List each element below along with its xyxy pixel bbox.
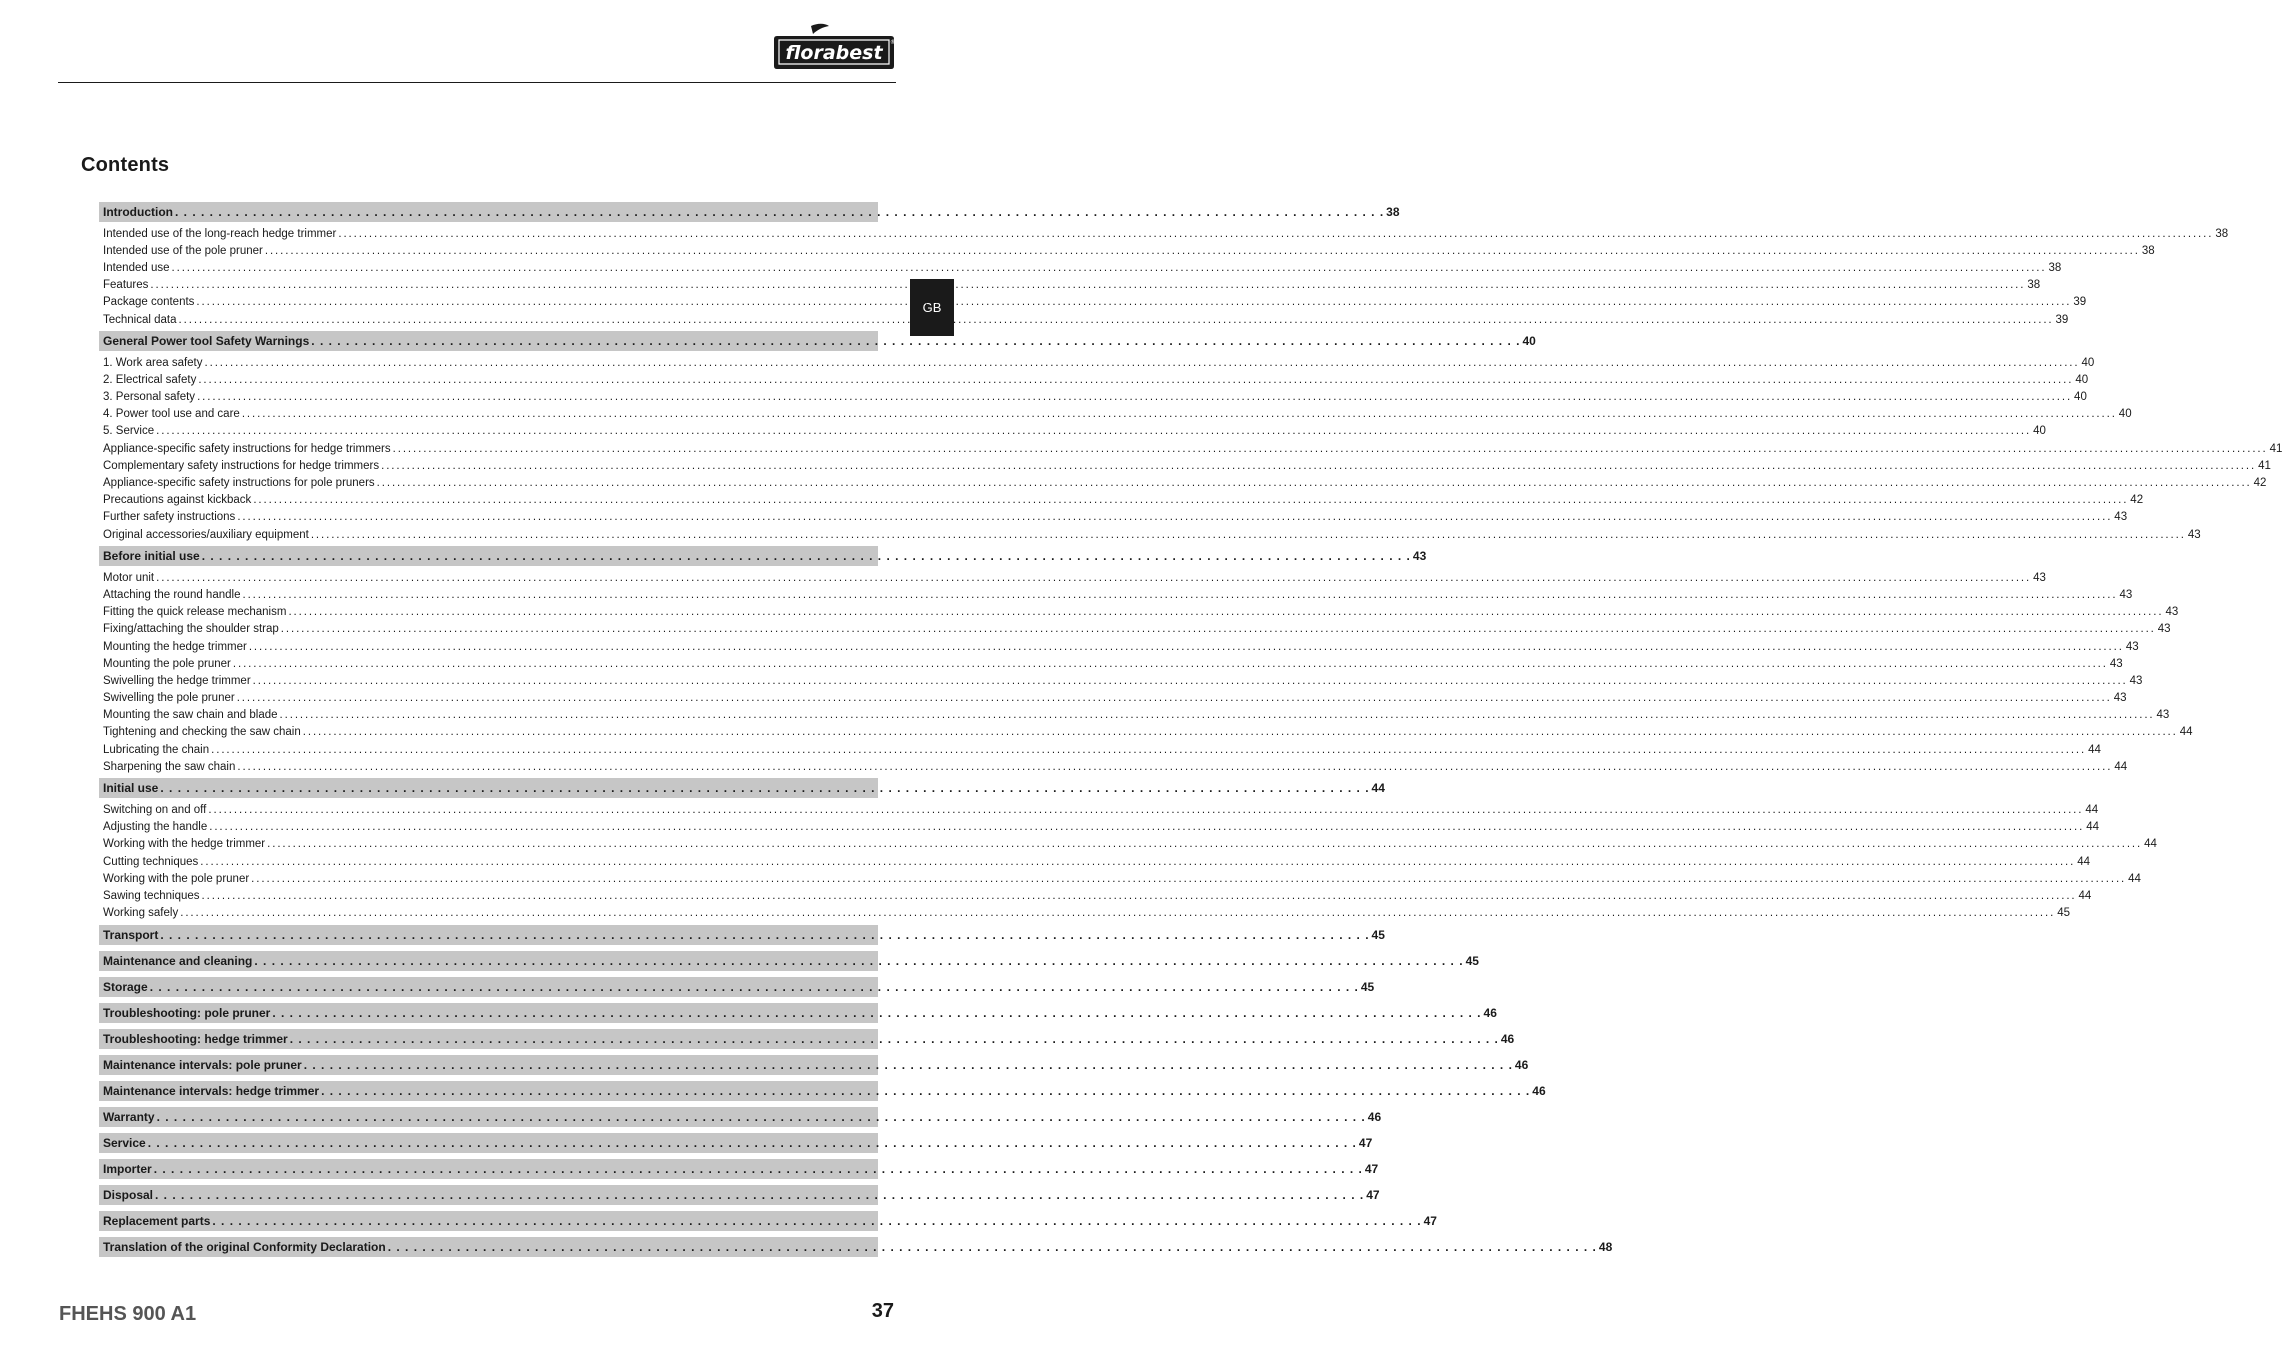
toc-entry-page: 43 bbox=[2156, 709, 2170, 722]
toc-leader bbox=[272, 1006, 1481, 1020]
toc-section bbox=[99, 1029, 1515, 1049]
toc-section-page: 47 bbox=[1364, 1161, 1379, 1176]
toc-entry bbox=[99, 371, 2089, 388]
toc-leader bbox=[233, 658, 2108, 670]
toc-leader bbox=[150, 279, 2025, 291]
toc-section-title: Initial use bbox=[103, 781, 159, 796]
toc-section bbox=[99, 1211, 1437, 1231]
toc-entry-page: 40 bbox=[2118, 408, 2132, 421]
toc-entry bbox=[99, 423, 2046, 440]
toc-section-title: Troubleshooting: hedge trimmer bbox=[103, 1031, 288, 1046]
toc-entry bbox=[99, 672, 2143, 689]
toc-leader bbox=[150, 980, 1359, 994]
toc-section-page: 40 bbox=[1522, 334, 1536, 349]
toc-leader bbox=[202, 890, 2077, 902]
toc-entry-title: Complementary safety instructions for hedge trimmers bbox=[103, 459, 380, 472]
toc-section-page: 46 bbox=[1367, 1109, 1382, 1124]
toc-entry bbox=[99, 277, 2041, 294]
toc-entry-page: 44 bbox=[2086, 821, 2099, 834]
toc-entry-title: Intended use of the long-reach hedge trimmer bbox=[103, 227, 337, 240]
toc-entry-title: Intended use bbox=[103, 261, 170, 274]
toc-entry-title: Appliance-specific safety instructions for pole pruners bbox=[103, 477, 375, 490]
toc-entry-page: 45 bbox=[2057, 907, 2070, 920]
toc-leader bbox=[311, 529, 2186, 541]
toc-entry-page: 44 bbox=[2078, 889, 2092, 902]
toc-section-title: Before initial use bbox=[103, 549, 200, 564]
toc-section-page: 46 bbox=[1500, 1031, 1515, 1046]
toc-entry bbox=[99, 853, 2091, 870]
toc-leader bbox=[303, 726, 2178, 738]
toc-leader bbox=[196, 296, 2071, 308]
toc-entry-page: 40 bbox=[2033, 425, 2046, 438]
toc-entry bbox=[99, 741, 2101, 758]
toc-entry-title: Mounting the saw chain and blade bbox=[103, 709, 278, 722]
toc-section-page: 47 bbox=[1366, 1187, 1380, 1202]
toc-section-page: 44 bbox=[1371, 781, 1385, 796]
toc-leader bbox=[157, 1110, 1366, 1124]
toc-section-page: 45 bbox=[1371, 927, 1385, 942]
toc-entry bbox=[99, 870, 2141, 887]
toc-entry bbox=[99, 819, 2099, 836]
toc-entry bbox=[99, 801, 2099, 818]
toc-entry bbox=[99, 604, 2179, 621]
toc-leader bbox=[156, 572, 2031, 584]
toc-leader bbox=[202, 549, 1411, 563]
toc-leader bbox=[155, 1188, 1364, 1202]
toc-entry bbox=[99, 655, 2123, 672]
toc-entry bbox=[99, 354, 2095, 371]
toc-entry bbox=[99, 526, 2201, 543]
toc-entry bbox=[99, 887, 2092, 904]
toc-section-page: 45 bbox=[1465, 953, 1479, 968]
toc-section-title: Maintenance and cleaning bbox=[103, 953, 253, 968]
toc-entry bbox=[99, 638, 2139, 655]
toc-leader bbox=[242, 589, 2117, 601]
toc-entry bbox=[99, 586, 2133, 603]
toc-leader bbox=[388, 1240, 1597, 1254]
toc-entry bbox=[99, 724, 2193, 741]
toc-leader bbox=[393, 443, 2268, 455]
toc-entry bbox=[99, 389, 2087, 406]
toc-entry bbox=[99, 311, 2069, 328]
toc-section-page: 48 bbox=[1598, 1239, 1613, 1254]
toc-entry bbox=[99, 225, 2229, 242]
language-tab: GB bbox=[910, 279, 954, 336]
toc-section-title: Translation of the original Conformity Declaration bbox=[103, 1239, 386, 1254]
toc-entry-title: Package contents bbox=[103, 296, 195, 309]
toc-entry-title: 1. Work area safety bbox=[103, 356, 203, 369]
toc-entry bbox=[99, 758, 2128, 775]
toc-leader bbox=[254, 954, 1463, 968]
toc-leader bbox=[338, 228, 2213, 240]
toc-section bbox=[99, 1185, 1380, 1205]
toc-leader bbox=[208, 804, 2083, 816]
toc-entry-title: Swivelling the pole pruner bbox=[103, 692, 235, 705]
toc-section bbox=[99, 778, 1385, 798]
toc-leader bbox=[198, 374, 2073, 386]
toc-section-title: Transport bbox=[103, 927, 159, 942]
toc-leader bbox=[281, 623, 2156, 635]
page-title: Contents bbox=[81, 154, 170, 176]
toc-entry-page: 44 bbox=[2077, 855, 2091, 868]
toc-section bbox=[99, 951, 1479, 971]
toc-section-title: Introduction bbox=[103, 205, 173, 219]
toc-entry-title: Working safely bbox=[103, 907, 179, 920]
toc-entry-page: 39 bbox=[2055, 313, 2069, 326]
toc-section-title: General Power tool Safety Warnings bbox=[103, 334, 310, 349]
toc-entry bbox=[99, 242, 2155, 259]
toc-section-title: Disposal bbox=[103, 1187, 154, 1202]
page-number: 37 bbox=[871, 1300, 894, 1322]
toc-entry-title: Features bbox=[103, 279, 149, 292]
toc-entry-title: Tightening and checking the saw chain bbox=[103, 726, 301, 739]
toc-leader bbox=[267, 838, 2142, 850]
toc-entry-title: Mounting the hedge trimmer bbox=[103, 640, 247, 653]
toc-entry-title: Sharpening the saw chain bbox=[103, 760, 236, 773]
toc-entry-page: 43 bbox=[2113, 692, 2127, 705]
toc-subsection-list bbox=[99, 351, 2282, 544]
toc-section-title: Importer bbox=[103, 1161, 152, 1176]
toc-leader bbox=[200, 856, 2075, 868]
toc-entry-page: 44 bbox=[2144, 838, 2157, 851]
toc-entry bbox=[99, 474, 2267, 491]
toc-leader bbox=[209, 821, 2084, 833]
toc-entry-title: Switching on and off bbox=[103, 804, 207, 817]
toc-entry-page: 41 bbox=[2258, 459, 2271, 472]
model-number: FHEHS 900 A1 bbox=[59, 1303, 197, 1325]
toc-entry-page: 43 bbox=[2109, 657, 2123, 670]
toc-entry-page: 38 bbox=[2048, 261, 2062, 274]
toc-section bbox=[99, 331, 1536, 351]
toc-section bbox=[99, 1081, 1546, 1101]
toc-entry-title: Swivelling the hedge trimmer bbox=[103, 674, 251, 687]
toc-entry-page: 43 bbox=[2129, 674, 2143, 687]
toc-leader bbox=[249, 641, 2124, 653]
toc-entry-page: 43 bbox=[2187, 528, 2201, 541]
toc-entry-page: 44 bbox=[2114, 760, 2128, 773]
toc-entry-page: 44 bbox=[2179, 726, 2193, 739]
toc-entry-title: Attaching the round handle bbox=[103, 588, 241, 601]
toc-entry-page: 42 bbox=[2130, 494, 2144, 507]
toc-leader bbox=[175, 205, 1384, 219]
toc-entry-title: Sawing techniques bbox=[103, 889, 200, 902]
toc-section-title: Replacement parts bbox=[103, 1213, 211, 1228]
toc-section bbox=[99, 1003, 1497, 1023]
toc-leader bbox=[311, 334, 1520, 348]
toc-leader bbox=[212, 1214, 1421, 1228]
toc-entry-title: Intended use of the pole pruner bbox=[103, 244, 263, 257]
toc-leader bbox=[172, 262, 2047, 274]
toc-leader bbox=[237, 761, 2112, 773]
toc-leader bbox=[290, 1032, 1499, 1046]
florabest-logo bbox=[773, 22, 895, 69]
toc-leader bbox=[377, 477, 2252, 489]
toc-leader bbox=[180, 907, 2055, 919]
toc-section bbox=[99, 1237, 1613, 1257]
toc-entry-page: 43 bbox=[2119, 588, 2133, 601]
toc-entry-page: 38 bbox=[2027, 279, 2041, 292]
toc-entry-page: 44 bbox=[2085, 804, 2099, 817]
header-rule bbox=[58, 82, 896, 83]
toc-leader bbox=[154, 1162, 1363, 1176]
toc-section-page: 43 bbox=[1412, 549, 1427, 564]
toc-entry-title: Appliance-specific safety instructions for hedge trimmers bbox=[103, 442, 391, 455]
toc-entry-page: 40 bbox=[2075, 373, 2089, 386]
toc-section-title: Maintenance intervals: pole pruner bbox=[103, 1057, 302, 1072]
toc-subsection-list bbox=[99, 798, 2157, 922]
toc-leader bbox=[253, 494, 2128, 506]
toc-leader bbox=[304, 1058, 1513, 1072]
toc-entry bbox=[99, 690, 2127, 707]
toc-entry-page: 43 bbox=[2033, 571, 2046, 584]
toc-entry-page: 43 bbox=[2125, 640, 2139, 653]
toc-entry-page: 38 bbox=[2215, 227, 2229, 240]
toc-entry-page: 42 bbox=[2253, 477, 2267, 490]
toc-section bbox=[99, 1159, 1379, 1179]
toc-leader bbox=[381, 460, 2256, 472]
toc-entry-title: Working with the hedge trimmer bbox=[103, 838, 266, 851]
toc-entry-title: Working with the pole pruner bbox=[103, 872, 250, 885]
toc-section-page: 46 bbox=[1532, 1083, 1546, 1098]
toc-leader bbox=[242, 408, 2117, 420]
toc-section bbox=[99, 1107, 1382, 1127]
toc-leader bbox=[205, 357, 2080, 369]
toc-subsection-list bbox=[99, 566, 2193, 776]
toc-section-title: Maintenance intervals: hedge trimmer bbox=[103, 1083, 320, 1098]
toc-section-title: Service bbox=[103, 1135, 146, 1150]
toc-leader bbox=[156, 425, 2031, 437]
toc-entry bbox=[99, 707, 2170, 724]
toc-section-title: Storage bbox=[103, 979, 148, 994]
toc-entry-title: Further safety instructions bbox=[103, 511, 236, 524]
toc-entry-page: 38 bbox=[2141, 244, 2155, 257]
toc-entry bbox=[99, 406, 2132, 423]
toc-section-page: 45 bbox=[1360, 979, 1375, 994]
toc-leader bbox=[160, 928, 1369, 942]
toc-section-title: Troubleshooting: pole pruner bbox=[103, 1005, 271, 1020]
toc-leader bbox=[160, 781, 1369, 795]
toc-entry bbox=[99, 905, 2070, 922]
toc-entry-title: 5. Service bbox=[103, 425, 155, 438]
toc-entry-title: Motor unit bbox=[103, 571, 155, 584]
toc-entry bbox=[99, 457, 2271, 474]
toc-entry-title: Adjusting the handle bbox=[103, 821, 208, 834]
toc-entry-title: Cutting techniques bbox=[103, 855, 199, 868]
toc-entry bbox=[99, 259, 2062, 276]
toc-section bbox=[99, 1055, 1529, 1075]
toc-section-page: 46 bbox=[1514, 1057, 1529, 1072]
toc-entry-page: 43 bbox=[2114, 511, 2128, 524]
toc-section-title: Warranty bbox=[103, 1109, 155, 1124]
toc-entry bbox=[99, 509, 2128, 526]
toc-entry-title: Fitting the quick release mechanism bbox=[103, 606, 287, 619]
toc-entry-page: 40 bbox=[2074, 391, 2087, 404]
toc-entry-title: 3. Personal safety bbox=[103, 391, 196, 404]
toc-entry-page: 43 bbox=[2165, 606, 2179, 619]
toc-leader bbox=[197, 391, 2072, 403]
toc-section-page: 47 bbox=[1423, 1213, 1437, 1228]
toc-entry-title: Fixing/attaching the shoulder strap bbox=[103, 623, 279, 636]
toc-entry bbox=[99, 569, 2046, 586]
toc-entry-page: 39 bbox=[2073, 296, 2087, 309]
toc-entry-title: Precautions against kickback bbox=[103, 494, 252, 507]
toc-section bbox=[99, 1133, 1373, 1153]
toc-entry-title: 2. Electrical safety bbox=[103, 373, 197, 386]
toc-entry bbox=[99, 836, 2157, 853]
toc-entry-title: 4. Power tool use and care bbox=[103, 408, 240, 421]
toc-leader bbox=[211, 744, 2086, 756]
toc-leader bbox=[251, 873, 2126, 885]
toc-section-page: 47 bbox=[1358, 1135, 1373, 1150]
toc-section-page: 46 bbox=[1483, 1005, 1497, 1020]
toc-section-page: 38 bbox=[1386, 205, 1400, 219]
toc-section bbox=[99, 977, 1375, 997]
toc-leader bbox=[253, 675, 2128, 687]
toc-leader bbox=[237, 511, 2112, 523]
toc-entry bbox=[99, 492, 2144, 509]
toc-entry-page: 44 bbox=[2128, 872, 2141, 885]
toc-leader bbox=[265, 245, 2140, 257]
toc-entry-page: 40 bbox=[2081, 356, 2095, 369]
logo-wordmark: florabest bbox=[785, 42, 883, 64]
toc-leader bbox=[148, 1136, 1357, 1150]
logo-registered-mark: ® bbox=[890, 39, 896, 46]
toc-entry-title: Original accessories/auxiliary equipment bbox=[103, 528, 309, 541]
toc-entry-page: 41 bbox=[2269, 442, 2282, 455]
toc-leader bbox=[280, 709, 2155, 721]
toc-entry-title: Lubricating the chain bbox=[103, 743, 210, 756]
toc-leader bbox=[179, 314, 2054, 326]
toc-leader bbox=[321, 1084, 1530, 1098]
toc-entry bbox=[99, 440, 2282, 457]
toc-leader bbox=[288, 606, 2163, 618]
toc-entry bbox=[99, 621, 2171, 638]
toc-entry-title: Technical data bbox=[103, 313, 177, 326]
toc-entry-page: 44 bbox=[2088, 743, 2101, 756]
toc-section bbox=[99, 546, 1427, 566]
toc-section bbox=[99, 202, 1400, 222]
toc-section bbox=[99, 925, 1385, 945]
toc-entry-page: 43 bbox=[2157, 623, 2171, 636]
toc-leader bbox=[237, 692, 2112, 704]
toc-entry-title: Mounting the pole pruner bbox=[103, 657, 231, 670]
